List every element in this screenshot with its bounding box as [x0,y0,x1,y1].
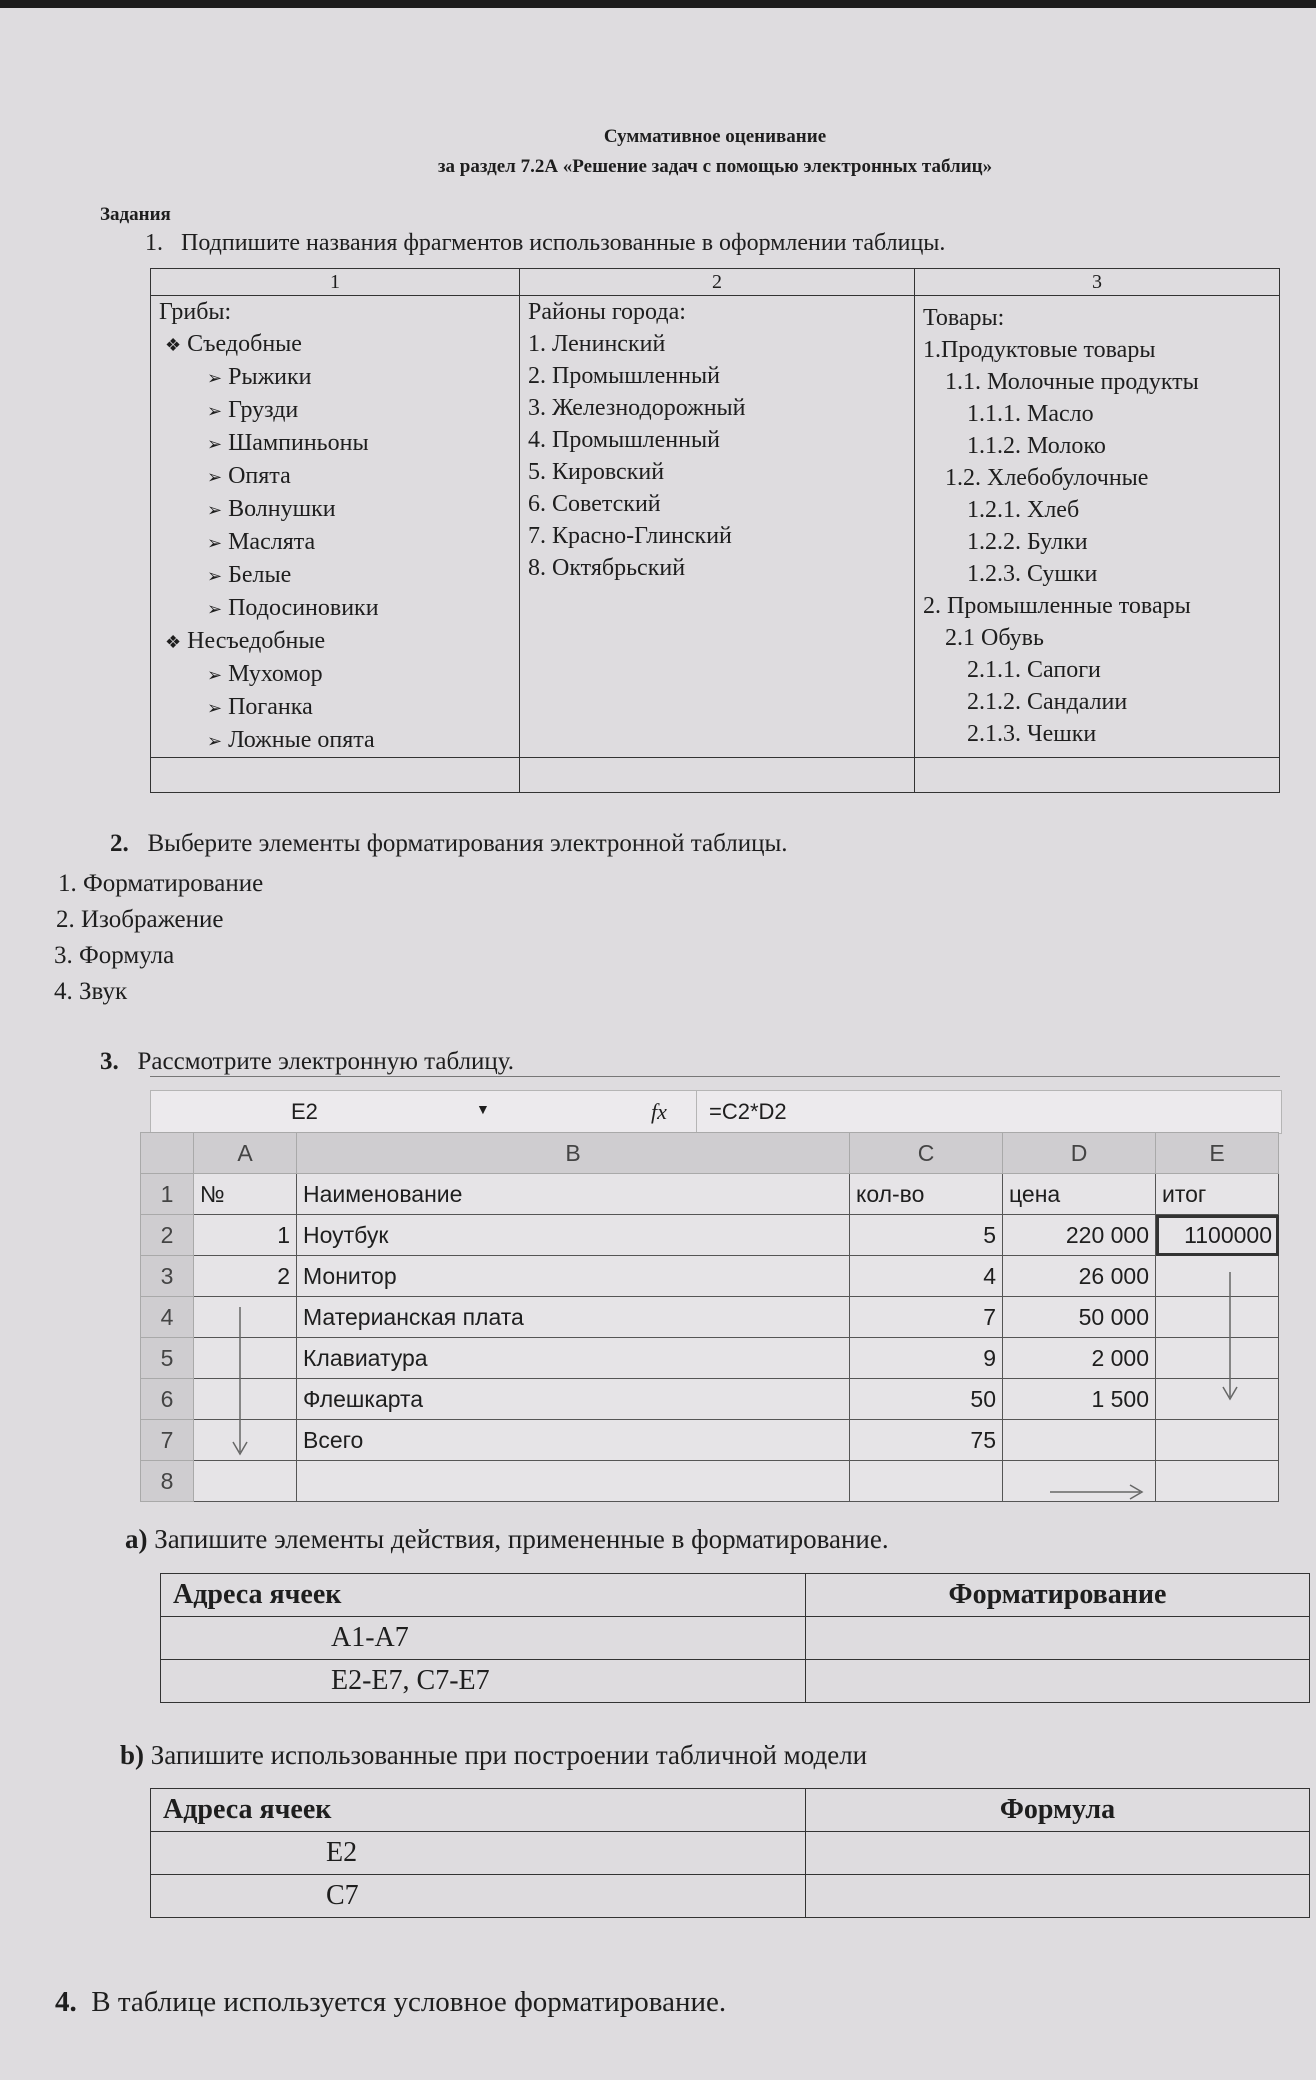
row-header[interactable]: 5 [141,1338,194,1379]
dropdown-arrow-icon[interactable]: ▼ [476,1101,490,1117]
arrow-bullet-icon: ➢ [207,599,223,619]
spreadsheet-cell[interactable]: 1 [194,1215,297,1256]
row-header[interactable]: 3 [141,1256,194,1297]
column-title: Товары: [923,305,1005,331]
hand-drawn-arrows [140,1132,1316,1512]
spreadsheet-cell[interactable]: 2 [194,1256,297,1297]
task2-option: 1. Форматирование [58,870,264,897]
answer-cell[interactable] [520,758,915,793]
spreadsheet-cell[interactable]: кол-во [850,1174,1003,1215]
list-item [159,724,511,757]
goods-cell [915,296,1280,758]
arrow-bullet-icon: ➢ [207,698,223,718]
column-header[interactable]: D [1003,1133,1156,1174]
group-label: Несъедобные [181,628,326,654]
list-item [159,559,511,592]
column-title: Грибы: [159,299,232,325]
task1-text: Подпишите названия фрагментов использованные в оформлении таблицы. [181,230,946,256]
row-header[interactable]: 6 [141,1379,194,1420]
formatting-answer-table [160,1573,1310,1703]
task1-answer-row [151,758,1280,793]
spreadsheet-cell[interactable]: № [194,1174,297,1215]
spreadsheet-cell[interactable]: Монитор [297,1256,850,1297]
list-item: 2.1.3. Чешки [967,721,1097,747]
group-item [159,625,511,658]
list-item-label: Ложные опята [222,727,375,753]
list-item-label: Мухомор [222,661,323,687]
spreadsheet-cell[interactable]: 7 [850,1297,1003,1338]
list-item: 2.1.2. Сандалии [967,689,1128,715]
spreadsheet-cell[interactable]: 9 [850,1338,1003,1379]
task1-number: 1. [145,230,163,256]
list-item [159,658,511,691]
list-item [159,361,511,394]
cell-address: C7 [151,1875,806,1918]
divider [696,1091,697,1133]
formula-answer-table [150,1788,1310,1918]
spreadsheet-cell[interactable]: Клавиатура [297,1338,850,1379]
arrow-bullet-icon: ➢ [207,434,223,454]
formula-input[interactable]: =C2*D2 [709,1099,787,1124]
list-item: 7. Красно-Глинский [528,523,732,549]
table-header: Адреса ячеек [151,1789,806,1832]
task2-option: 2. Изображение [56,906,224,933]
row-header[interactable]: 8 [141,1461,194,1502]
table-header: Форматирование [806,1574,1310,1617]
list-item: 1. Ленинский [528,331,666,357]
row-header[interactable]: 4 [141,1297,194,1338]
task2-number: 2. [110,830,129,857]
task4-heading [55,1986,726,2019]
group-item [159,328,511,361]
arrow-bullet-icon: ➢ [207,368,223,388]
list-item [159,427,511,460]
group-label: Съедобные [181,331,302,357]
answer-cell[interactable] [806,1875,1310,1918]
list-item: 2.1.1. Сапоги [967,657,1101,683]
task2-option: 4. Звук [54,978,128,1005]
spreadsheet-cell[interactable]: цена [1003,1174,1156,1215]
row-header[interactable]: 7 [141,1420,194,1461]
list-item-label: Белые [222,562,292,588]
table-header: Адреса ячеек [161,1574,806,1617]
function-icon[interactable]: fx [651,1099,667,1124]
list-item-label: Маслята [222,529,316,555]
task2-text: Выберите элементы форматирования электронной таблицы. [147,830,788,857]
answer-cell[interactable] [806,1660,1310,1703]
arrow-bullet-icon: ➢ [207,467,223,487]
list-item: 2. Промышленный [528,363,720,389]
spreadsheet-cell[interactable]: 4 [850,1256,1003,1297]
name-box[interactable]: E2 [291,1099,318,1124]
arrow-bullet-icon: ➢ [207,500,223,520]
list-item [159,526,511,559]
part-a-heading [125,1524,889,1555]
spreadsheet-cell[interactable]: 1 500 [1003,1379,1156,1420]
cell-address: E2-E7, C7-E7 [161,1660,806,1703]
answer-cell[interactable] [806,1617,1310,1660]
task2-heading [110,830,788,858]
mushrooms-cell [151,296,520,758]
col-number: 2 [520,269,915,296]
tasks-label: Задания [100,204,171,225]
row-header[interactable]: 1 [141,1174,194,1215]
districts-cell [520,296,915,758]
diamond-bullet-icon: ❖ [165,335,182,355]
divider [150,1076,1280,1077]
list-item-label: Поганка [222,694,313,720]
row-header[interactable]: 2 [141,1215,194,1256]
column-header[interactable]: C [850,1133,1003,1174]
list-item [159,592,511,625]
arrow-bullet-icon: ➢ [207,533,223,553]
list-item: 1.Продуктовые товары [923,337,1156,363]
list-item: 1.2. Хлебобулочные [945,465,1149,491]
part-a-label: a) [125,1524,148,1554]
list-item: 1.1. Молочные продукты [945,369,1199,395]
column-header[interactable]: B [297,1133,850,1174]
list-item-label: Волнушки [222,496,336,522]
task4-text: В таблице используется условное форматирование. [91,1986,727,2018]
spreadsheet-cell[interactable]: итог [1156,1174,1279,1215]
spreadsheet-cell[interactable]: Всего [297,1420,850,1461]
spreadsheet-cell[interactable]: 220 000 [1003,1215,1156,1256]
spreadsheet-cell[interactable]: Ноутбук [297,1215,850,1256]
answer-cell[interactable] [151,758,520,793]
list-item-label: Рыжики [222,364,312,390]
spreadsheet-cell[interactable]: 26 000 [1003,1256,1156,1297]
list-item: 2. Промышленные товары [923,593,1191,619]
spreadsheet-cell[interactable]: 2 000 [1003,1338,1156,1379]
task1-number-row [151,269,1280,296]
list-item: 6. Советский [528,491,661,517]
table-header: Формула [806,1789,1310,1832]
part-b-heading [120,1740,867,1771]
spreadsheet-cell[interactable]: 50 000 [1003,1297,1156,1338]
list-item [159,691,511,724]
column-title: Районы города: [528,299,686,325]
diamond-bullet-icon: ❖ [165,632,182,652]
formula-bar [150,1090,1282,1134]
cell-address: E2 [151,1832,806,1875]
task3-text: Рассмотрите электронную таблицу. [137,1048,515,1075]
list-item: 1.2.3. Сушки [967,561,1098,587]
arrow-bullet-icon: ➢ [207,731,223,751]
page-title: Суммативное оценивание [603,126,827,147]
page-subtitle: за раздел 7.2А «Решение задач с помощью электронных таблиц» [437,156,993,177]
spreadsheet-cell[interactable]: 1100000 [1156,1215,1279,1256]
column-header[interactable]: A [194,1133,297,1174]
spreadsheet-cell[interactable]: Материанская плата [297,1297,850,1338]
list-item [159,493,511,526]
part-a-text: Запишите элементы действия, примененные в форматирование. [154,1524,889,1554]
list-item: 1.2.2. Булки [967,529,1088,555]
spreadsheet-cell[interactable]: Наименование [297,1174,850,1215]
task2-option: 3. Формула [54,942,175,969]
list-item: 1.1.2. Молоко [967,433,1106,459]
list-item: 5. Кировский [528,459,665,485]
spreadsheet-cell[interactable]: Флешкарта [297,1379,850,1420]
task3-number: 3. [100,1048,119,1075]
arrow-bullet-icon: ➢ [207,401,223,421]
list-item: 8. Октябрьский [528,555,686,581]
list-item: 1.2.1. Хлеб [967,497,1080,523]
arrow-bullet-icon: ➢ [207,566,223,586]
spreadsheet-cell[interactable]: 50 [850,1379,1003,1420]
worksheet-page [0,8,1316,2080]
task1-content-row [151,296,1280,758]
task3-heading [100,1048,514,1076]
list-item: 2.1 Обувь [945,625,1044,651]
list-item [159,460,511,493]
cell-address: A1-A7 [161,1617,806,1660]
col-number: 3 [915,269,1280,296]
part-b-label: b) [120,1740,145,1770]
answer-cell[interactable] [806,1832,1310,1875]
spreadsheet-cell[interactable]: 5 [850,1215,1003,1256]
list-item [159,394,511,427]
task1-heading [145,230,945,257]
list-item: 4. Промышленный [528,427,720,453]
arrow-bullet-icon: ➢ [207,665,223,685]
col-number: 1 [151,269,520,296]
task4-number: 4. [55,1986,77,2018]
column-header[interactable]: E [1156,1133,1279,1174]
spreadsheet-cell[interactable]: 75 [850,1420,1003,1461]
list-item-label: Опята [222,463,291,489]
list-item-label: Грузди [222,397,299,423]
answer-cell[interactable] [915,758,1280,793]
task1-table [150,268,1280,793]
list-item-label: Шампиньоны [222,430,369,456]
list-item: 3. Железнодорожный [528,395,746,421]
list-item-label: Подосиновики [222,595,379,621]
part-b-text: Запишите использованные при построении табличной модели [150,1740,868,1770]
list-item: 1.1.1. Масло [967,401,1094,427]
